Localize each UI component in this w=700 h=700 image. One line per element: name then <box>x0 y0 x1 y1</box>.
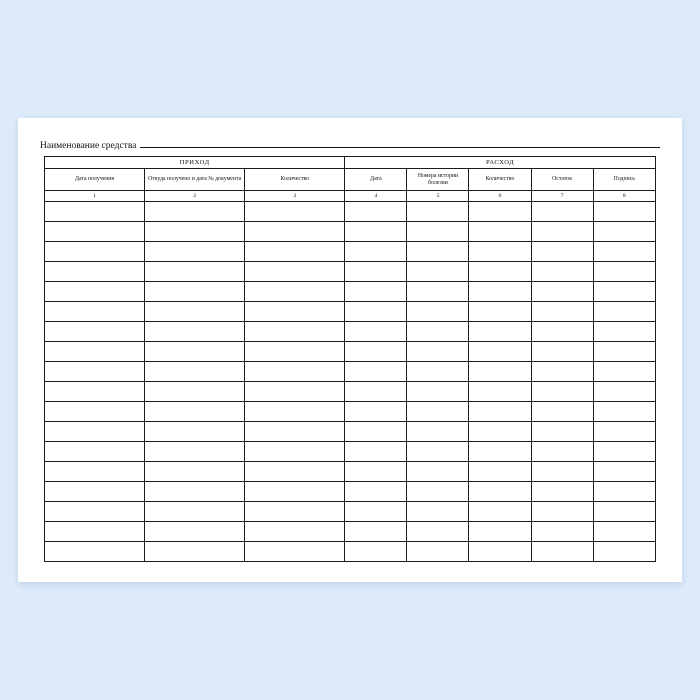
table-cell[interactable] <box>469 242 531 262</box>
table-row[interactable] <box>45 302 656 322</box>
table-cell[interactable] <box>245 462 345 482</box>
table-cell[interactable] <box>45 242 145 262</box>
title-fill-in-rule <box>140 138 660 148</box>
page-title: Наименование средства <box>40 141 137 151</box>
column-header-balance: Остаток <box>531 169 593 191</box>
table-cell[interactable] <box>145 502 245 522</box>
table-cell[interactable] <box>45 522 145 542</box>
table-cell[interactable] <box>245 222 345 242</box>
table-row[interactable] <box>45 482 656 502</box>
table-cell[interactable] <box>593 242 655 262</box>
table-cell[interactable] <box>245 242 345 262</box>
table-cell[interactable] <box>345 462 407 482</box>
column-header-date-out: Дата <box>345 169 407 191</box>
table-cell[interactable] <box>531 442 593 462</box>
table-cell[interactable] <box>531 502 593 522</box>
table-cell[interactable] <box>245 402 345 422</box>
table-cell[interactable] <box>593 322 655 342</box>
table-cell[interactable] <box>469 202 531 222</box>
column-number-1: 1 <box>45 191 145 202</box>
table-cell[interactable] <box>145 262 245 282</box>
table-cell[interactable] <box>531 522 593 542</box>
table-cell[interactable] <box>45 282 145 302</box>
table-row[interactable] <box>45 202 656 222</box>
table-cell[interactable] <box>145 202 245 222</box>
table-cell[interactable] <box>245 382 345 402</box>
table-cell[interactable] <box>531 542 593 562</box>
table-cell[interactable] <box>593 282 655 302</box>
table-cell[interactable] <box>469 342 531 362</box>
table-cell[interactable] <box>345 302 407 322</box>
table-cell[interactable] <box>531 202 593 222</box>
table-row[interactable] <box>45 442 656 462</box>
table-cell[interactable] <box>407 402 469 422</box>
table-cell[interactable] <box>593 342 655 362</box>
column-number-8: 8 <box>593 191 655 202</box>
table-cell[interactable] <box>45 322 145 342</box>
table-row[interactable] <box>45 322 656 342</box>
table-cell[interactable] <box>345 242 407 262</box>
table-cell[interactable] <box>245 482 345 502</box>
table-cell[interactable] <box>469 262 531 282</box>
table-cell[interactable] <box>245 302 345 322</box>
table-cell[interactable] <box>345 202 407 222</box>
table-cell[interactable] <box>245 282 345 302</box>
table-cell[interactable] <box>531 342 593 362</box>
table-cell[interactable] <box>245 502 345 522</box>
table-row[interactable] <box>45 382 656 402</box>
table-cell[interactable] <box>145 442 245 462</box>
table-cell[interactable] <box>145 402 245 422</box>
column-header-case-history-numbers: Номера истории болезни <box>407 169 469 191</box>
table-cell[interactable] <box>245 342 345 362</box>
table-cell[interactable] <box>45 302 145 322</box>
table-cell[interactable] <box>407 302 469 322</box>
table-cell[interactable] <box>407 382 469 402</box>
table-cell[interactable] <box>407 482 469 502</box>
table-cell[interactable] <box>45 502 145 522</box>
table-cell[interactable] <box>469 382 531 402</box>
column-header-quantity-out: Количество <box>469 169 531 191</box>
table-row[interactable] <box>45 342 656 362</box>
table-cell[interactable] <box>531 382 593 402</box>
table-cell[interactable] <box>145 362 245 382</box>
table-cell[interactable] <box>531 462 593 482</box>
table-cell[interactable] <box>407 322 469 342</box>
table-cell[interactable] <box>345 282 407 302</box>
table-cell[interactable] <box>531 302 593 322</box>
table-cell[interactable] <box>407 502 469 522</box>
table-cell[interactable] <box>145 222 245 242</box>
table-cell[interactable] <box>345 442 407 462</box>
table-cell[interactable] <box>345 342 407 362</box>
table-cell[interactable] <box>45 542 145 562</box>
table-cell[interactable] <box>45 442 145 462</box>
table-cell[interactable] <box>469 322 531 342</box>
table-cell[interactable] <box>469 462 531 482</box>
table-cell[interactable] <box>345 262 407 282</box>
table-cell[interactable] <box>145 462 245 482</box>
table-cell[interactable] <box>469 362 531 382</box>
table-row[interactable] <box>45 262 656 282</box>
table-cell[interactable] <box>593 542 655 562</box>
column-number-5: 5 <box>407 191 469 202</box>
table-cell[interactable] <box>45 362 145 382</box>
table-row[interactable] <box>45 282 656 302</box>
group-header-prihod: ПРИХОД <box>45 157 345 169</box>
column-header-date-received: Дата получения <box>45 169 145 191</box>
column-header-signature: Подпись <box>593 169 655 191</box>
table-column-number-row <box>45 191 656 202</box>
table-cell[interactable] <box>345 482 407 502</box>
table-cell[interactable] <box>45 462 145 482</box>
table-cell[interactable] <box>45 402 145 422</box>
table-cell[interactable] <box>593 362 655 382</box>
table-cell[interactable] <box>407 222 469 242</box>
column-number-3: 3 <box>245 191 345 202</box>
table-cell[interactable] <box>345 322 407 342</box>
table-cell[interactable] <box>345 402 407 422</box>
table-row[interactable] <box>45 542 656 562</box>
table-cell[interactable] <box>469 282 531 302</box>
table-cell[interactable] <box>345 222 407 242</box>
table-cell[interactable] <box>531 222 593 242</box>
table-cell[interactable] <box>407 282 469 302</box>
table-cell[interactable] <box>593 382 655 402</box>
table-cell[interactable] <box>145 302 245 322</box>
table-cell[interactable] <box>45 202 145 222</box>
table-cell[interactable] <box>469 522 531 542</box>
table-cell[interactable] <box>345 502 407 522</box>
table-cell[interactable] <box>593 522 655 542</box>
table-cell[interactable] <box>593 302 655 322</box>
table-cell[interactable] <box>469 402 531 422</box>
table-cell[interactable] <box>245 202 345 222</box>
table-row[interactable] <box>45 222 656 242</box>
table-cell[interactable] <box>145 342 245 362</box>
table-row[interactable] <box>45 522 656 542</box>
table-cell[interactable] <box>407 462 469 482</box>
table-cell[interactable] <box>45 382 145 402</box>
table-cell[interactable] <box>593 402 655 422</box>
table-cell[interactable] <box>407 542 469 562</box>
table-cell[interactable] <box>45 482 145 502</box>
table-cell[interactable] <box>593 422 655 442</box>
table-cell[interactable] <box>469 442 531 462</box>
column-number-2: 2 <box>145 191 245 202</box>
table-cell[interactable] <box>345 362 407 382</box>
table-cell[interactable] <box>531 242 593 262</box>
table-cell[interactable] <box>245 442 345 462</box>
column-number-7: 7 <box>531 191 593 202</box>
table-cell[interactable] <box>593 502 655 522</box>
table-cell[interactable] <box>45 262 145 282</box>
table-cell[interactable] <box>345 382 407 402</box>
document-title-line <box>40 138 660 151</box>
table-cell[interactable] <box>469 302 531 322</box>
table-cell[interactable] <box>469 482 531 502</box>
table-cell[interactable] <box>245 322 345 342</box>
table-cell[interactable] <box>593 262 655 282</box>
table-cell[interactable] <box>145 382 245 402</box>
table-cell[interactable] <box>531 482 593 502</box>
table-cell[interactable] <box>469 502 531 522</box>
table-cell[interactable] <box>407 342 469 362</box>
table-row[interactable] <box>45 362 656 382</box>
table-cell[interactable] <box>245 422 345 442</box>
table-cell[interactable] <box>145 542 245 562</box>
table-cell[interactable] <box>345 542 407 562</box>
table-cell[interactable] <box>469 422 531 442</box>
table-row[interactable] <box>45 422 656 442</box>
journal-data-rows <box>45 202 656 562</box>
table-cell[interactable] <box>531 402 593 422</box>
table-cell[interactable] <box>145 422 245 442</box>
table-cell[interactable] <box>407 442 469 462</box>
table-cell[interactable] <box>145 242 245 262</box>
table-row[interactable] <box>45 502 656 522</box>
table-cell[interactable] <box>593 222 655 242</box>
table-cell[interactable] <box>531 282 593 302</box>
table-cell[interactable] <box>145 522 245 542</box>
table-cell[interactable] <box>407 202 469 222</box>
table-row[interactable] <box>45 462 656 482</box>
table-cell[interactable] <box>407 362 469 382</box>
table-cell[interactable] <box>593 442 655 462</box>
table-cell[interactable] <box>593 482 655 502</box>
table-cell[interactable] <box>45 342 145 362</box>
table-cell[interactable] <box>45 222 145 242</box>
column-number-6: 6 <box>469 191 531 202</box>
table-cell[interactable] <box>531 262 593 282</box>
table-cell[interactable] <box>407 522 469 542</box>
table-column-header-row <box>45 169 656 191</box>
journal-table <box>44 156 656 562</box>
table-cell[interactable] <box>245 522 345 542</box>
table-cell[interactable] <box>531 362 593 382</box>
table-cell[interactable] <box>469 542 531 562</box>
table-cell[interactable] <box>145 322 245 342</box>
table-cell[interactable] <box>45 422 145 442</box>
column-header-source-document: Откуда получено и дата № документа <box>145 169 245 191</box>
table-group-header-row <box>45 157 656 169</box>
table-cell[interactable] <box>145 282 245 302</box>
column-header-quantity-in: Количество <box>245 169 345 191</box>
table-cell[interactable] <box>407 242 469 262</box>
table-cell[interactable] <box>531 322 593 342</box>
table-cell[interactable] <box>593 202 655 222</box>
table-cell[interactable] <box>407 262 469 282</box>
table-cell[interactable] <box>407 422 469 442</box>
table-cell[interactable] <box>245 362 345 382</box>
table-cell[interactable] <box>469 222 531 242</box>
table-cell[interactable] <box>245 542 345 562</box>
table-row[interactable] <box>45 402 656 422</box>
table-cell[interactable] <box>593 462 655 482</box>
document-sheet <box>18 118 682 582</box>
table-row[interactable] <box>45 242 656 262</box>
table-cell[interactable] <box>145 482 245 502</box>
table-cell[interactable] <box>345 422 407 442</box>
table-cell[interactable] <box>345 522 407 542</box>
table-cell[interactable] <box>245 262 345 282</box>
group-header-rashod: РАСХОД <box>345 157 656 169</box>
column-number-4: 4 <box>345 191 407 202</box>
table-cell[interactable] <box>531 422 593 442</box>
